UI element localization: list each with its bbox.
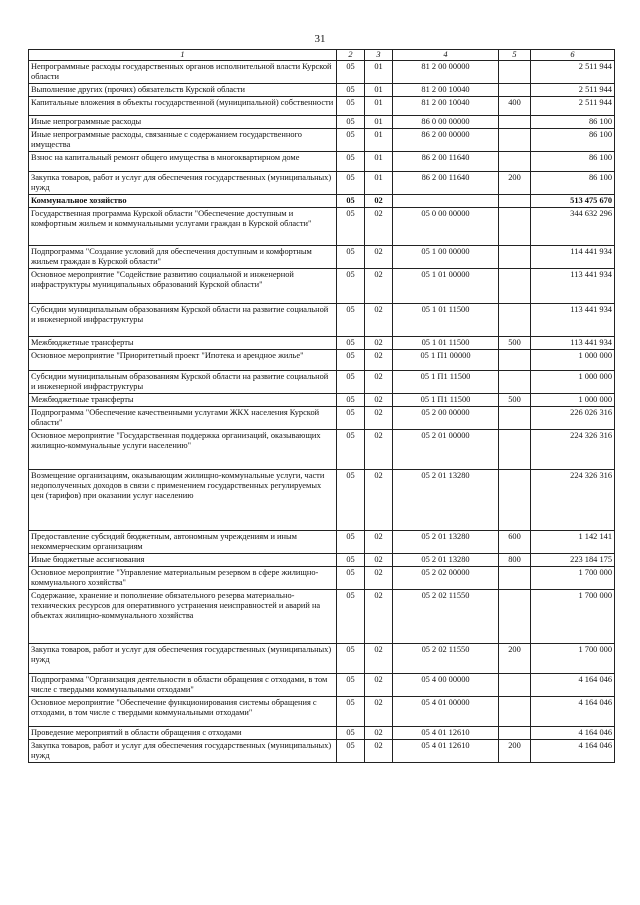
row-section: 05	[337, 531, 365, 554]
row-expense-type	[499, 371, 531, 394]
row-expense-type	[499, 269, 531, 304]
row-amount: 86 100	[531, 129, 615, 152]
row-name: Проведение мероприятий в области обращения с отходами	[29, 727, 337, 740]
row-name: Капитальные вложения в объекты государственной (муниципальной) собственности	[29, 97, 337, 116]
row-name: Основное мероприятие "Содействие развитию социальной и инженерной инфраструктуры муниципальных образований Курской области"	[29, 269, 337, 304]
row-expense-type: 200	[499, 740, 531, 763]
table-row	[29, 590, 615, 644]
row-name: Иные непрограммные расходы	[29, 116, 337, 129]
budget-table-body	[29, 50, 615, 763]
row-expense-type	[499, 84, 531, 97]
row-amount: 4 164 046	[531, 740, 615, 763]
row-subsection: 01	[365, 129, 393, 152]
row-target-code: 05 4 01 12610	[393, 740, 499, 763]
row-subsection: 02	[365, 208, 393, 246]
row-section: 05	[337, 152, 365, 172]
row-section: 05	[337, 208, 365, 246]
row-section: 05	[337, 195, 365, 208]
row-expense-type	[499, 129, 531, 152]
row-name: Государственная программа Курской области "Обеспечение доступным и комфортным жильем и коммунальными услугами граждан в Курской области"	[29, 208, 337, 246]
header-cell-3: 3	[365, 50, 393, 61]
header-cell-2: 2	[337, 50, 365, 61]
row-expense-type: 600	[499, 531, 531, 554]
table-row	[29, 470, 615, 531]
row-target-code: 86 2 00 00000	[393, 129, 499, 152]
row-target-code: 81 2 00 10040	[393, 97, 499, 116]
row-amount: 86 100	[531, 116, 615, 129]
row-target-code: 05 1 П1 11500	[393, 371, 499, 394]
row-name: Содержание, хранение и пополнение обязательного резерва материально-технических ресурсов для оперативного устранения неисправностей и аварий на объектах жилищно-коммунального хозяйства	[29, 590, 337, 644]
row-amount: 4 164 046	[531, 697, 615, 727]
row-amount: 86 100	[531, 152, 615, 172]
row-expense-type	[499, 567, 531, 590]
row-expense-type: 800	[499, 554, 531, 567]
table-row	[29, 350, 615, 371]
row-amount: 2 511 944	[531, 61, 615, 84]
row-subsection: 01	[365, 152, 393, 172]
row-amount: 86 100	[531, 172, 615, 195]
row-target-code: 05 4 00 00000	[393, 674, 499, 697]
table-row	[29, 152, 615, 172]
row-amount: 1 700 000	[531, 567, 615, 590]
table-row	[29, 97, 615, 116]
row-section: 05	[337, 337, 365, 350]
table-row	[29, 394, 615, 407]
row-section: 05	[337, 430, 365, 470]
row-amount: 1 000 000	[531, 394, 615, 407]
row-amount: 1 000 000	[531, 371, 615, 394]
row-section: 05	[337, 304, 365, 337]
row-amount: 1 142 141	[531, 531, 615, 554]
row-subsection: 02	[365, 697, 393, 727]
row-expense-type	[499, 697, 531, 727]
row-name: Основное мероприятие "Обеспечение функционирования системы обращения с отходами, в том числе с твердыми коммунальными отходами"	[29, 697, 337, 727]
row-section: 05	[337, 727, 365, 740]
header-cell-4: 4	[393, 50, 499, 61]
row-expense-type: 200	[499, 644, 531, 674]
row-amount: 113 441 934	[531, 337, 615, 350]
row-target-code: 05 1 П1 00000	[393, 350, 499, 371]
row-target-code: 05 2 02 11550	[393, 590, 499, 644]
row-name: Субсидии муниципальным образованиям Курской области на развитие социальной и инженерной инфраструктуры	[29, 371, 337, 394]
row-target-code: 86 2 00 11640	[393, 172, 499, 195]
row-subsection: 01	[365, 61, 393, 84]
row-subsection: 01	[365, 84, 393, 97]
row-section: 05	[337, 116, 365, 129]
row-expense-type	[499, 195, 531, 208]
row-target-code: 05 1 01 11500	[393, 337, 499, 350]
table-row	[29, 195, 615, 208]
row-subsection: 02	[365, 590, 393, 644]
row-subsection: 02	[365, 269, 393, 304]
row-name: Закупка товаров, работ и услуг для обеспечения государственных (муниципальных) нужд	[29, 644, 337, 674]
row-name: Субсидии муниципальным образованиям Курской области на развитие социальной и инженерной инфраструктуры	[29, 304, 337, 337]
table-row	[29, 674, 615, 697]
row-section: 05	[337, 129, 365, 152]
row-name: Иные непрограммные расходы, связанные с содержанием государственного имущества	[29, 129, 337, 152]
row-target-code: 05 2 00 00000	[393, 407, 499, 430]
row-amount: 1 700 000	[531, 590, 615, 644]
row-name: Межбюджетные трансферты	[29, 394, 337, 407]
row-amount: 1 700 000	[531, 644, 615, 674]
row-name: Взнос на капитальный ремонт общего имущества в многоквартирном доме	[29, 152, 337, 172]
row-amount: 513 475 670	[531, 195, 615, 208]
row-name: Закупка товаров, работ и услуг для обеспечения государственных (муниципальных) нужд	[29, 172, 337, 195]
row-expense-type	[499, 590, 531, 644]
row-subsection: 01	[365, 97, 393, 116]
row-target-code	[393, 195, 499, 208]
row-expense-type	[499, 470, 531, 531]
table-row	[29, 567, 615, 590]
row-name: Возмещение организациям, оказывающим жилищно-коммунальные услуги, части недополученных доходов в связи с применением государственных регулируемых цен (тарифов) при оказании услуг населению	[29, 470, 337, 531]
row-expense-type	[499, 116, 531, 129]
row-amount: 226 026 316	[531, 407, 615, 430]
row-target-code: 05 4 01 12610	[393, 727, 499, 740]
table-row	[29, 208, 615, 246]
row-target-code: 05 2 02 00000	[393, 567, 499, 590]
row-expense-type	[499, 727, 531, 740]
row-subsection: 02	[365, 304, 393, 337]
row-target-code: 05 0 00 00000	[393, 208, 499, 246]
row-subsection: 02	[365, 394, 393, 407]
row-target-code: 05 2 01 13280	[393, 531, 499, 554]
row-subsection: 02	[365, 531, 393, 554]
row-subsection: 01	[365, 172, 393, 195]
table-row	[29, 407, 615, 430]
row-amount: 2 511 944	[531, 84, 615, 97]
table-row	[29, 269, 615, 304]
row-section: 05	[337, 567, 365, 590]
row-expense-type	[499, 407, 531, 430]
row-amount: 114 441 934	[531, 246, 615, 269]
row-subsection: 02	[365, 337, 393, 350]
row-expense-type	[499, 61, 531, 84]
row-amount: 224 326 316	[531, 430, 615, 470]
row-amount: 223 184 175	[531, 554, 615, 567]
row-target-code: 81 2 00 00000	[393, 61, 499, 84]
row-expense-type	[499, 152, 531, 172]
row-expense-type	[499, 430, 531, 470]
row-target-code: 05 2 01 13280	[393, 554, 499, 567]
row-section: 05	[337, 470, 365, 531]
page-number: 31	[314, 33, 326, 45]
row-target-code: 05 2 02 11550	[393, 644, 499, 674]
table-row	[29, 531, 615, 554]
row-amount: 344 632 296	[531, 208, 615, 246]
row-target-code: 05 1 П1 11500	[393, 394, 499, 407]
table-row	[29, 116, 615, 129]
row-amount: 2 511 944	[531, 97, 615, 116]
row-target-code: 86 0 00 00000	[393, 116, 499, 129]
budget-table	[28, 49, 615, 763]
row-target-code: 05 2 01 13280	[393, 470, 499, 531]
row-section: 05	[337, 554, 365, 567]
row-subsection: 02	[365, 740, 393, 763]
row-section: 05	[337, 394, 365, 407]
header-cell-6: 6	[531, 50, 615, 61]
row-subsection: 02	[365, 554, 393, 567]
row-section: 05	[337, 172, 365, 195]
row-section: 05	[337, 269, 365, 304]
table-row	[29, 554, 615, 567]
table-row	[29, 172, 615, 195]
row-subsection: 02	[365, 644, 393, 674]
row-section: 05	[337, 97, 365, 116]
row-section: 05	[337, 84, 365, 97]
table-row	[29, 304, 615, 337]
row-name: Непрограммные расходы государственных органов исполнительной власти Курской области	[29, 61, 337, 84]
row-expense-type: 500	[499, 337, 531, 350]
row-expense-type	[499, 208, 531, 246]
row-subsection: 02	[365, 674, 393, 697]
table-row	[29, 337, 615, 350]
row-expense-type	[499, 246, 531, 269]
header-row	[29, 50, 615, 61]
row-amount: 113 441 934	[531, 304, 615, 337]
row-section: 05	[337, 350, 365, 371]
row-section: 05	[337, 61, 365, 84]
row-name: Иные бюджетные ассигнования	[29, 554, 337, 567]
row-name: Основное мероприятие "Государственная поддержка организаций, оказывающих жилищно-коммунальные услуги населению"	[29, 430, 337, 470]
row-expense-type	[499, 350, 531, 371]
row-subsection: 02	[365, 246, 393, 269]
row-section: 05	[337, 644, 365, 674]
row-name: Основное мероприятие "Управление материальным резервом в сфере жилищно-коммунального хозяйства"	[29, 567, 337, 590]
table-row	[29, 246, 615, 269]
row-amount: 113 441 934	[531, 269, 615, 304]
row-subsection: 02	[365, 195, 393, 208]
table-row	[29, 697, 615, 727]
row-target-code: 81 2 00 10040	[393, 84, 499, 97]
row-amount: 4 164 046	[531, 727, 615, 740]
table-row	[29, 727, 615, 740]
row-name: Основное мероприятие "Приоритетный проект "Ипотека и арендное жилье"	[29, 350, 337, 371]
row-name: Подпрограмма "Создание условий для обеспечения доступным и комфортным жильем граждан в Курской области"	[29, 246, 337, 269]
row-subsection: 02	[365, 350, 393, 371]
row-subsection: 02	[365, 727, 393, 740]
row-name: Предоставление субсидий бюджетным, автономным учреждениям и иным некоммерческим организациям	[29, 531, 337, 554]
table-row	[29, 430, 615, 470]
row-target-code: 05 1 01 11500	[393, 304, 499, 337]
table-row	[29, 644, 615, 674]
row-name: Закупка товаров, работ и услуг для обеспечения государственных (муниципальных) нужд	[29, 740, 337, 763]
row-name: Выполнение других (прочих) обязательств Курской области	[29, 84, 337, 97]
row-name: Межбюджетные трансферты	[29, 337, 337, 350]
row-subsection: 01	[365, 116, 393, 129]
row-expense-type: 200	[499, 172, 531, 195]
row-target-code: 05 1 01 00000	[393, 269, 499, 304]
row-expense-type	[499, 674, 531, 697]
row-subsection: 02	[365, 430, 393, 470]
row-name: Подпрограмма "Организация деятельности в области обращения с отходами, в том числе с твердыми коммунальными отходами"	[29, 674, 337, 697]
row-expense-type: 500	[499, 394, 531, 407]
row-subsection: 02	[365, 470, 393, 531]
table-row	[29, 129, 615, 152]
header-cell-5: 5	[499, 50, 531, 61]
row-name: Подпрограмма "Обеспечение качественными услугами ЖКХ населения Курской области"	[29, 407, 337, 430]
row-section: 05	[337, 697, 365, 727]
row-section: 05	[337, 407, 365, 430]
row-expense-type: 400	[499, 97, 531, 116]
row-section: 05	[337, 590, 365, 644]
table-row	[29, 371, 615, 394]
row-name: Коммунальное хозяйство	[29, 195, 337, 208]
row-section: 05	[337, 371, 365, 394]
row-amount: 4 164 046	[531, 674, 615, 697]
header-cell-1: 1	[29, 50, 337, 61]
row-section: 05	[337, 674, 365, 697]
table-row	[29, 84, 615, 97]
row-target-code: 86 2 00 11640	[393, 152, 499, 172]
row-subsection: 02	[365, 407, 393, 430]
row-subsection: 02	[365, 371, 393, 394]
table-row	[29, 61, 615, 84]
row-target-code: 05 4 01 00000	[393, 697, 499, 727]
table-row	[29, 740, 615, 763]
row-amount: 224 326 316	[531, 470, 615, 531]
row-section: 05	[337, 246, 365, 269]
row-subsection: 02	[365, 567, 393, 590]
row-target-code: 05 2 01 00000	[393, 430, 499, 470]
row-expense-type	[499, 304, 531, 337]
row-target-code: 05 1 00 00000	[393, 246, 499, 269]
row-section: 05	[337, 740, 365, 763]
row-amount: 1 000 000	[531, 350, 615, 371]
